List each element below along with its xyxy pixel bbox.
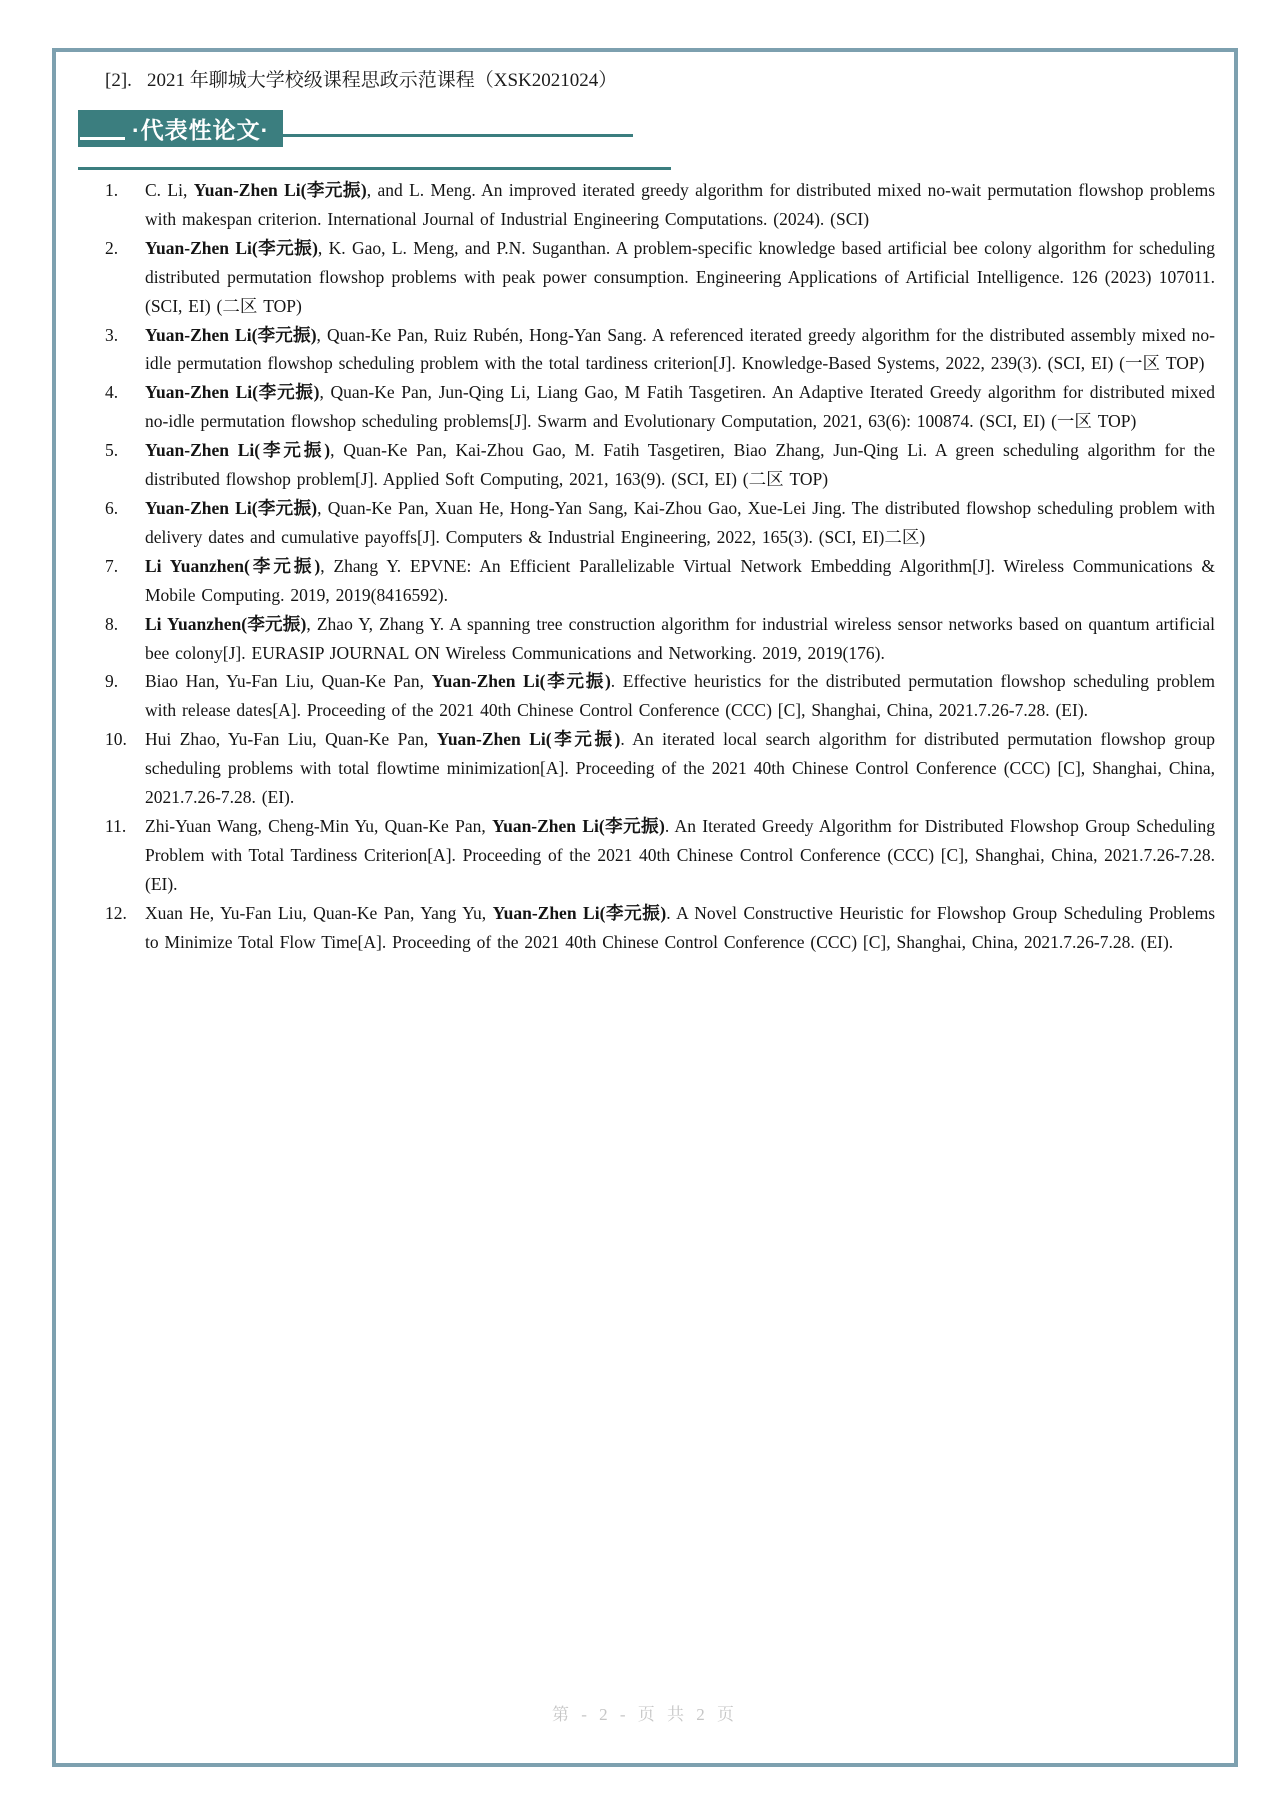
publication-text: Yuan-Zhen Li(李元振), K. Gao, L. Meng, and P.N. Suganthan. A problem-specific knowledge based artificial bee colony algorithm for scheduling distributed permutation flowshop problems with peak power consumption. Engineering Applications of Artificial Intelligence. 126 (2023) 107011. (SCI, EI) (二区 TOP) bbox=[145, 237, 1215, 316]
publication-number: 3. bbox=[105, 324, 119, 345]
publication-list bbox=[105, 176, 1215, 956]
publication-text: Yuan-Zhen Li(李元振), Quan-Ke Pan, Xuan He, Hong-Yan Sang, Kai-Zhou Gao, Xue-Lei Jing. The distributed flowshop scheduling problem with delivery dates and cumulative payoffs[J]. Computers & Industrial Engineering, 2022, 165(3). (SCI, EI)二区) bbox=[145, 497, 1216, 547]
publication-text: Hui Zhao, Yu-Fan Liu, Quan-Ke Pan, Yuan-Zhen Li(李元振). An iterated local search algorithm for distributed permutation flowshop group scheduling problems with total flowtime minimization[A]. Proceeding of the 2021 40th Chinese Control Conference (CCC) [C], Shanghai, China, 2021.7.26-7.28. (EI). bbox=[145, 729, 1216, 808]
publication-item bbox=[105, 234, 1215, 321]
publication-item bbox=[105, 378, 1215, 436]
publication-item bbox=[105, 436, 1215, 494]
publication-item bbox=[105, 321, 1215, 379]
publication-number: 2. bbox=[105, 237, 119, 258]
publication-text: Zhi-Yuan Wang, Cheng-Min Yu, Quan-Ke Pan, Yuan-Zhen Li(李元振). An Iterated Greedy Algorithm for Distributed Flowshop Group Scheduling Problem with Total Tardiness Criterion[A]. Proceeding of the 2021 40th Chinese Control Conference (CCC) [C], Shanghai, China, 2021.7.26-7.28. (EI). bbox=[145, 815, 1215, 894]
publication-number: 12. bbox=[105, 902, 127, 923]
header-note-text: 2021 年聊城大学校级课程思政示范课程（XSK2021024） bbox=[147, 70, 618, 91]
publication-number: 5. bbox=[105, 440, 119, 461]
publication-text: Xuan He, Yu-Fan Liu, Quan-Ke Pan, Yang Yu, Yuan-Zhen Li(李元振). A Novel Constructive Heuristic for Flowshop Group Scheduling Problems to Minimize Total Flow Time[A]. Proceeding of the 2021 40th Chinese Control Conference (CCC) [C], Shanghai, China, 2021.7.26-7.28. (EI). bbox=[145, 902, 1216, 952]
publication-text: C. Li, Yuan-Zhen Li(李元振), and L. Meng. An improved iterated greedy algorithm for distributed mixed no-wait permutation flowshop problems with makespan criterion. International Journal of Industrial Engineering Computations. (2024). (SCI) bbox=[145, 180, 1216, 229]
publication-item bbox=[105, 899, 1215, 957]
publication-number: 6. bbox=[105, 497, 119, 518]
banner-underscore-decoration bbox=[80, 137, 125, 140]
publication-text: Li Yuanzhen(李元振), Zhao Y, Zhang Y. A spanning tree construction algorithm for industrial wireless sensor networks based on quantum artificial bee colony[J]. EURASIP JOURNAL ON Wireless Communications and Networking. 2019, 2019(176). bbox=[145, 613, 1215, 663]
publication-item bbox=[105, 610, 1215, 668]
header-note bbox=[105, 68, 617, 94]
publication-number: 11. bbox=[105, 815, 127, 836]
publication-text: Li Yuanzhen(李元振), Zhang Y. EPVNE: An Efficient Parallelizable Virtual Network Embedding Algorithm[J]. Wireless Communications & Mobile Computing. 2019, 2019(8416592). bbox=[145, 555, 1215, 605]
publication-item bbox=[105, 667, 1215, 725]
page-footer: 第 - 2 - 页 共 2 页 bbox=[551, 1705, 739, 1724]
publication-text: Biao Han, Yu-Fan Liu, Quan-Ke Pan, Yuan-Zhen Li(李元振). Effective heuristics for the distributed permutation flowshop scheduling problem with release dates[A]. Proceeding of the 2021 40th Chinese Control Conference (CCC) [C], Shanghai, China, 2021.7.26-7.28. (EI). bbox=[145, 671, 1215, 721]
publication-item bbox=[105, 176, 1215, 234]
publication-item bbox=[105, 552, 1215, 610]
publication-number: 1. bbox=[105, 180, 119, 200]
section-divider-line bbox=[78, 167, 671, 170]
banner-rule-line bbox=[283, 134, 633, 137]
publication-item bbox=[105, 812, 1215, 899]
section-title: ·代表性论文· bbox=[132, 117, 270, 143]
publication-number: 10. bbox=[105, 729, 127, 750]
section-header-banner bbox=[78, 110, 283, 147]
publication-number: 8. bbox=[105, 613, 119, 634]
publication-number: 9. bbox=[105, 671, 119, 692]
publication-item bbox=[105, 494, 1215, 552]
header-note-index: [2]. bbox=[105, 70, 132, 91]
publication-text: Yuan-Zhen Li(李元振), Quan-Ke Pan, Jun-Qing Li, Liang Gao, M Fatih Tasgetiren. An Adaptive Iterated Greedy algorithm for distributed mixed no-idle permutation flowshop scheduling problems[J]. Swarm and Evolutionary Computation, 2021, 63(6): 100874. (SCI, EI) (一区 TOP) bbox=[145, 382, 1216, 432]
publication-text: Yuan-Zhen Li(李元振), Quan-Ke Pan, Ruiz Rubén, Hong-Yan Sang. A referenced iterated greedy algorithm for the distributed assembly mixed no-idle permutation flowshop scheduling problem with the total tardiness criterion[J]. Knowledge-Based Systems, 2022, 239(3). (SCI, EI) (一区 TOP) bbox=[145, 324, 1215, 374]
publication-item bbox=[105, 725, 1215, 812]
publication-number: 4. bbox=[105, 382, 119, 403]
publication-text: Yuan-Zhen Li(李元振), Quan-Ke Pan, Kai-Zhou Gao, M. Fatih Tasgetiren, Biao Zhang, Jun-Qing Li. A green scheduling algorithm for the distributed flowshop problem[J]. Applied Soft Computing, 2021, 163(9). (SCI, EI) (二区 TOP) bbox=[145, 440, 1216, 490]
publication-number: 7. bbox=[105, 555, 119, 576]
